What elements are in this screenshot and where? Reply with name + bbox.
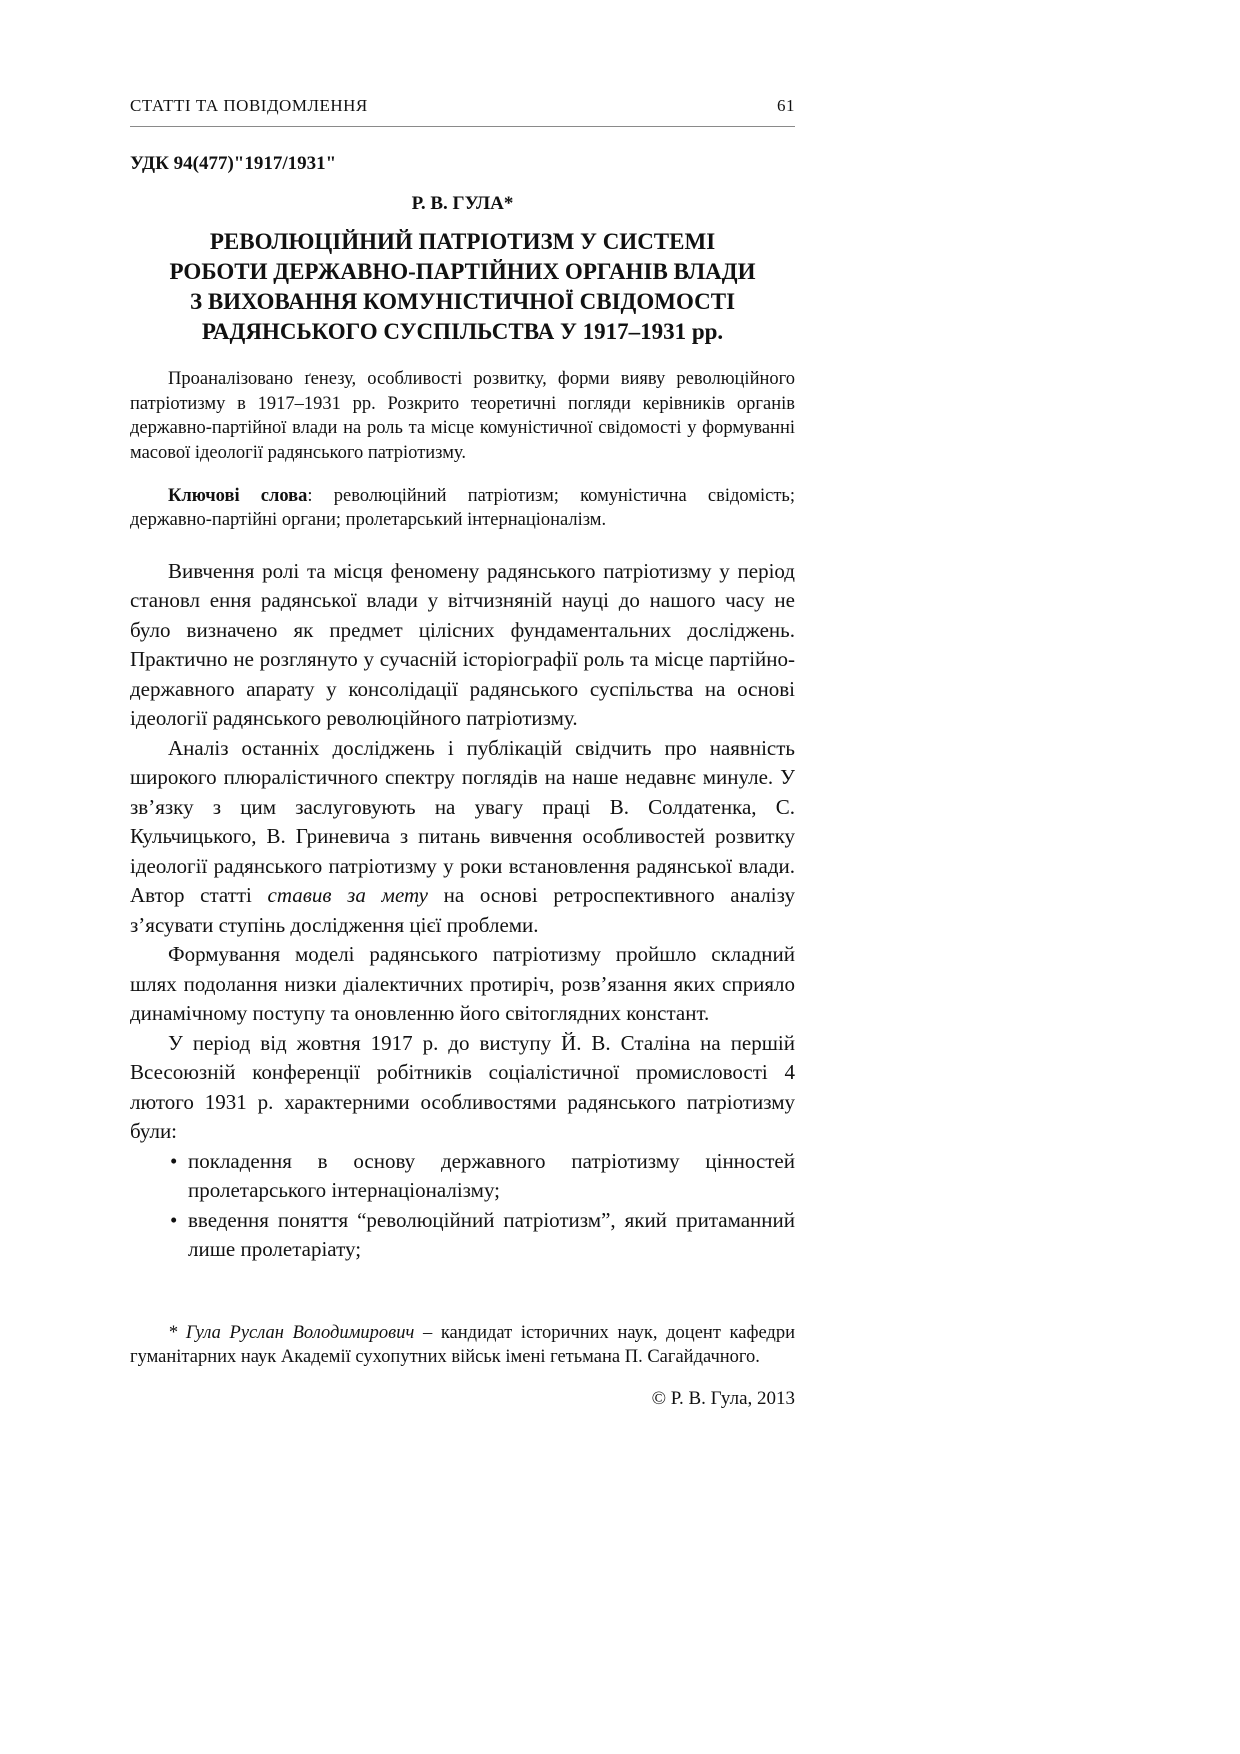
paragraph-2-text: Аналіз останніх досліджень і публікацій свідчить про наявність широкого плюралістичного спектру поглядів на наше недавнє минуле. У зв’язку з цим заслуговують на увагу праці В. Солдатенка, С. Кульчицького, В. Гриневича з питань вивчення особливостей розвитку ідеології радянського патріотизму у роки встановлення радянської влади. Автор статті bbox=[130, 735, 795, 907]
header-rule bbox=[130, 126, 795, 127]
article-title bbox=[130, 227, 795, 347]
bullet-text: введення поняття “революційний патріотизм”, який притаманний лише пролетаріату; bbox=[188, 1207, 795, 1261]
bullet-text: покладення в основу державного патріотизму цінностей пролетарського інтернаціоналізму; bbox=[188, 1148, 795, 1202]
body-paragraph-2 bbox=[130, 734, 795, 941]
bullet-list bbox=[170, 1147, 795, 1265]
abstract-paragraph: Проаналізовано ґенезу, особливості розвитку, форми вияву революційного патріотизму в 1917–1931 рр. Розкрито теоретичні погляди керівників органів державно-партійної влади на роль та місце комуністичної свідомості у формуванні масової ідеології радянського патріотизму. bbox=[130, 369, 795, 463]
keywords-paragraph bbox=[130, 484, 795, 533]
footnote-author: * Гула Руслан Володимирович bbox=[168, 1322, 415, 1343]
page-number: 61 bbox=[777, 96, 795, 115]
udc-label: УДК 94(477)"1917/1931" bbox=[130, 153, 337, 174]
body-paragraph-4: У період від жовтня 1917 р. до виступу Й. В. Сталіна на першій Всесоюзній конференції робітників соціалістичної промисловості 4 лютого 1931 р. характерними особливостями радянського патріотизму були: bbox=[130, 1030, 795, 1143]
bullet-marker: • bbox=[170, 1207, 178, 1232]
footnote-text: – кандидат історичних наук, доцент кафедри гуманітарних наук Академії сухопутних військ імені гетьмана П. Сагайдачного. bbox=[130, 1322, 795, 1367]
title-line: РАДЯНСЬКОГО СУСПІЛЬСТВА У 1917–1931 рр. bbox=[201, 319, 724, 344]
author-name: Р. В. ГУЛА* bbox=[411, 193, 514, 214]
title-line: З ВИХОВАННЯ КОМУНІСТИЧНОЇ СВІДОМОСТІ bbox=[189, 289, 736, 314]
keywords-text: : революційний патріотизм; комуністична свідомість; державно-партійні органи; пролетарський інтернаціоналізм. bbox=[130, 485, 795, 530]
body-paragraph-1: Вивчення ролі та місця феномену радянського патріотизму у період становл ення радянської влади у вітчизняній науці до нашого часу не було визначено як предмет цілісних фундаментальних досліджень. Практично не розглянуто у сучасній історіографії роль та місце партійно-державного апарату у консолідації радянського суспільства на основі ідеології радянського революційного патріотизму. bbox=[130, 558, 795, 730]
body-paragraph-3: Формування моделі радянського патріотизму пройшло складний шлях подолання низки діалектичних протиріч, розв’язання яких сприяло динамічному поступу та оновленню його світоглядних констант. bbox=[130, 942, 795, 1025]
running-head bbox=[130, 96, 795, 116]
title-line: РОБОТИ ДЕРЖАВНО-ПАРТІЙНИХ ОРГАНІВ ВЛАДИ bbox=[169, 259, 756, 284]
title-line: РЕВОЛЮЦІЙНИЙ ПАТРІОТИЗМ У СИСТЕМІ bbox=[209, 229, 716, 254]
bullet-marker: • bbox=[170, 1148, 178, 1173]
article-body bbox=[130, 557, 795, 1265]
running-head-section: СТАТТІ ТА ПОВІДОМЛЕННЯ bbox=[130, 96, 368, 115]
author-footnote bbox=[130, 1321, 795, 1370]
list-item bbox=[170, 1206, 795, 1265]
list-item bbox=[170, 1147, 795, 1206]
keywords-label: Ключові слова bbox=[168, 485, 308, 506]
paragraph-2-emphasis: ставив за мету bbox=[267, 883, 428, 907]
copyright-line: © Р. В. Гула, 2013 bbox=[651, 1388, 795, 1409]
paragraph-2-text: на основі ретроспективного аналізу з’ясувати ступінь дослідження цієї проблеми. bbox=[130, 883, 795, 937]
